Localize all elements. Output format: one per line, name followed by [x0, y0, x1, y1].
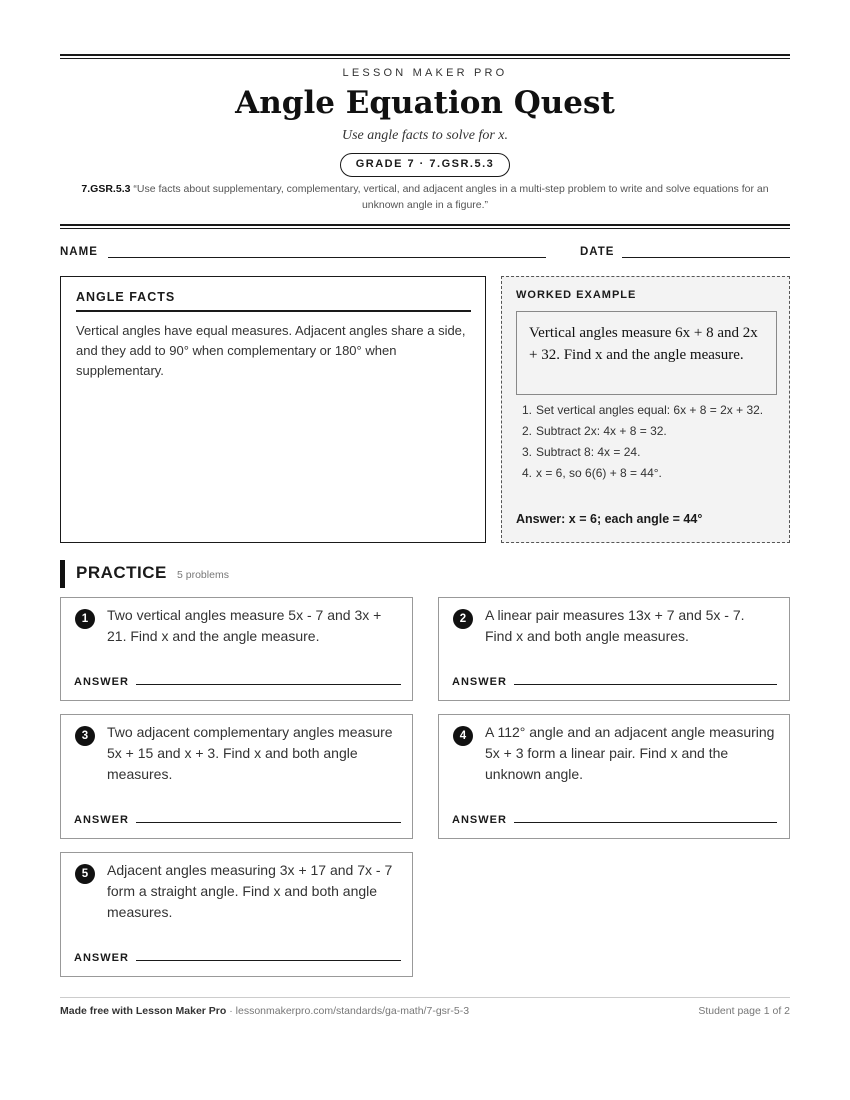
answer-label-4: ANSWER — [452, 814, 507, 826]
problem-text-2: A linear pair measures 13x + 7 and 5x - 7. Find x and both angle measures. — [485, 607, 745, 644]
practice-accent-bar — [60, 560, 65, 588]
answer-line-1[interactable] — [136, 684, 401, 685]
date-field[interactable] — [622, 257, 790, 258]
problem-card-5 — [60, 852, 413, 977]
name-field[interactable] — [108, 257, 546, 258]
problem-card-1 — [60, 597, 413, 701]
angle-facts-heading: ANGLE FACTS — [76, 290, 471, 312]
example-step: 1. Set vertical angles equal: 6x + 8 = 2x + 32. — [522, 403, 764, 417]
worked-example-box — [501, 276, 790, 543]
example-step: 3. Subtract 8: 4x = 24. — [522, 445, 641, 459]
worksheet-subtitle: Use angle facts to solve for x. — [341, 128, 509, 143]
footer-made-with: Made free with Lesson Maker Pro — [60, 1005, 227, 1017]
worked-example-heading: WORKED EXAMPLE — [516, 289, 637, 301]
footer-page-number: Student page 1 of 2 — [698, 1005, 790, 1017]
example-step: 2. Subtract 2x: 4x + 8 = 32. — [522, 424, 667, 438]
standard-code: 7.GSR.5.3 — [81, 183, 131, 195]
standard-text: “Use facts about supplementary, complementary, vertical, and adjacent angles in a multi-step problem to write and solve equations for an unknown angle in a figure.” — [133, 183, 769, 211]
worked-example-steps — [516, 401, 781, 485]
problem-text-3: Two adjacent complementary angles measure 5x + 15 and x + 3. Find x and both angle measures. — [107, 724, 393, 782]
answer-label-5: ANSWER — [74, 952, 129, 964]
answer-line-5[interactable] — [136, 960, 401, 961]
worksheet-title: Angle Equation Quest — [235, 85, 615, 121]
problem-text-1: Two vertical angles measure 5x - 7 and 3x + 21. Find x and the angle measure. — [107, 607, 382, 644]
angle-facts-text: Vertical angles have equal measures. Adjacent angles share a side, and they add to 90° when complementary or 180° when supplementary. — [76, 323, 466, 378]
answer-line-3[interactable] — [136, 822, 401, 823]
problem-number-5: 5 — [75, 864, 95, 884]
date-label: DATE — [580, 246, 615, 258]
answer-label-2: ANSWER — [452, 676, 507, 688]
answer-label-1: ANSWER — [74, 676, 129, 688]
angle-facts-box — [60, 276, 486, 543]
worksheet-page — [60, 0, 790, 1100]
practice-heading: PRACTICE — [76, 563, 167, 582]
problem-number-4: 4 — [453, 726, 473, 746]
problem-text-5: Adjacent angles measuring 3x + 17 and 7x - 7 form a straight angle. Find x and both angle measures. — [107, 862, 393, 920]
footer-credit — [60, 1005, 469, 1017]
answer-label-3: ANSWER — [74, 814, 129, 826]
header-bottom-double-rule — [60, 224, 790, 229]
answer-line-2[interactable] — [514, 684, 777, 685]
problem-card-2 — [438, 597, 790, 701]
problem-text-4: A 112° angle and an adjacent angle measuring 5x + 3 form a linear pair. Find x and the unknown angle. — [485, 724, 775, 782]
grade-badge: GRADE 7 · 7.GSR.5.3 — [340, 153, 510, 177]
problem-number-2: 2 — [453, 609, 473, 629]
problem-number-1: 1 — [75, 609, 95, 629]
answer-line-4[interactable] — [514, 822, 777, 823]
worked-example-answer: Answer: x = 6; each angle = 44° — [516, 512, 703, 526]
problem-card-3 — [60, 714, 413, 839]
example-step: 4. x = 6, so 6(6) + 8 = 44°. — [522, 466, 662, 480]
problem-card-4 — [438, 714, 790, 839]
standard-description — [60, 181, 790, 213]
practice-count: 5 problems — [177, 569, 229, 581]
top-double-rule — [60, 54, 790, 59]
worked-example-problem: Vertical angles measure 6x + 8 and 2x + 32. Find x and the angle measure. — [516, 311, 777, 395]
footer-url[interactable]: · lessonmakerpro.com/standards/ga-math/7-gsr-5-3 — [226, 1005, 470, 1017]
problem-number-3: 3 — [75, 726, 95, 746]
footer-divider — [60, 997, 790, 998]
name-label: NAME — [60, 246, 98, 258]
brand-name: LESSON MAKER PRO — [342, 67, 508, 79]
